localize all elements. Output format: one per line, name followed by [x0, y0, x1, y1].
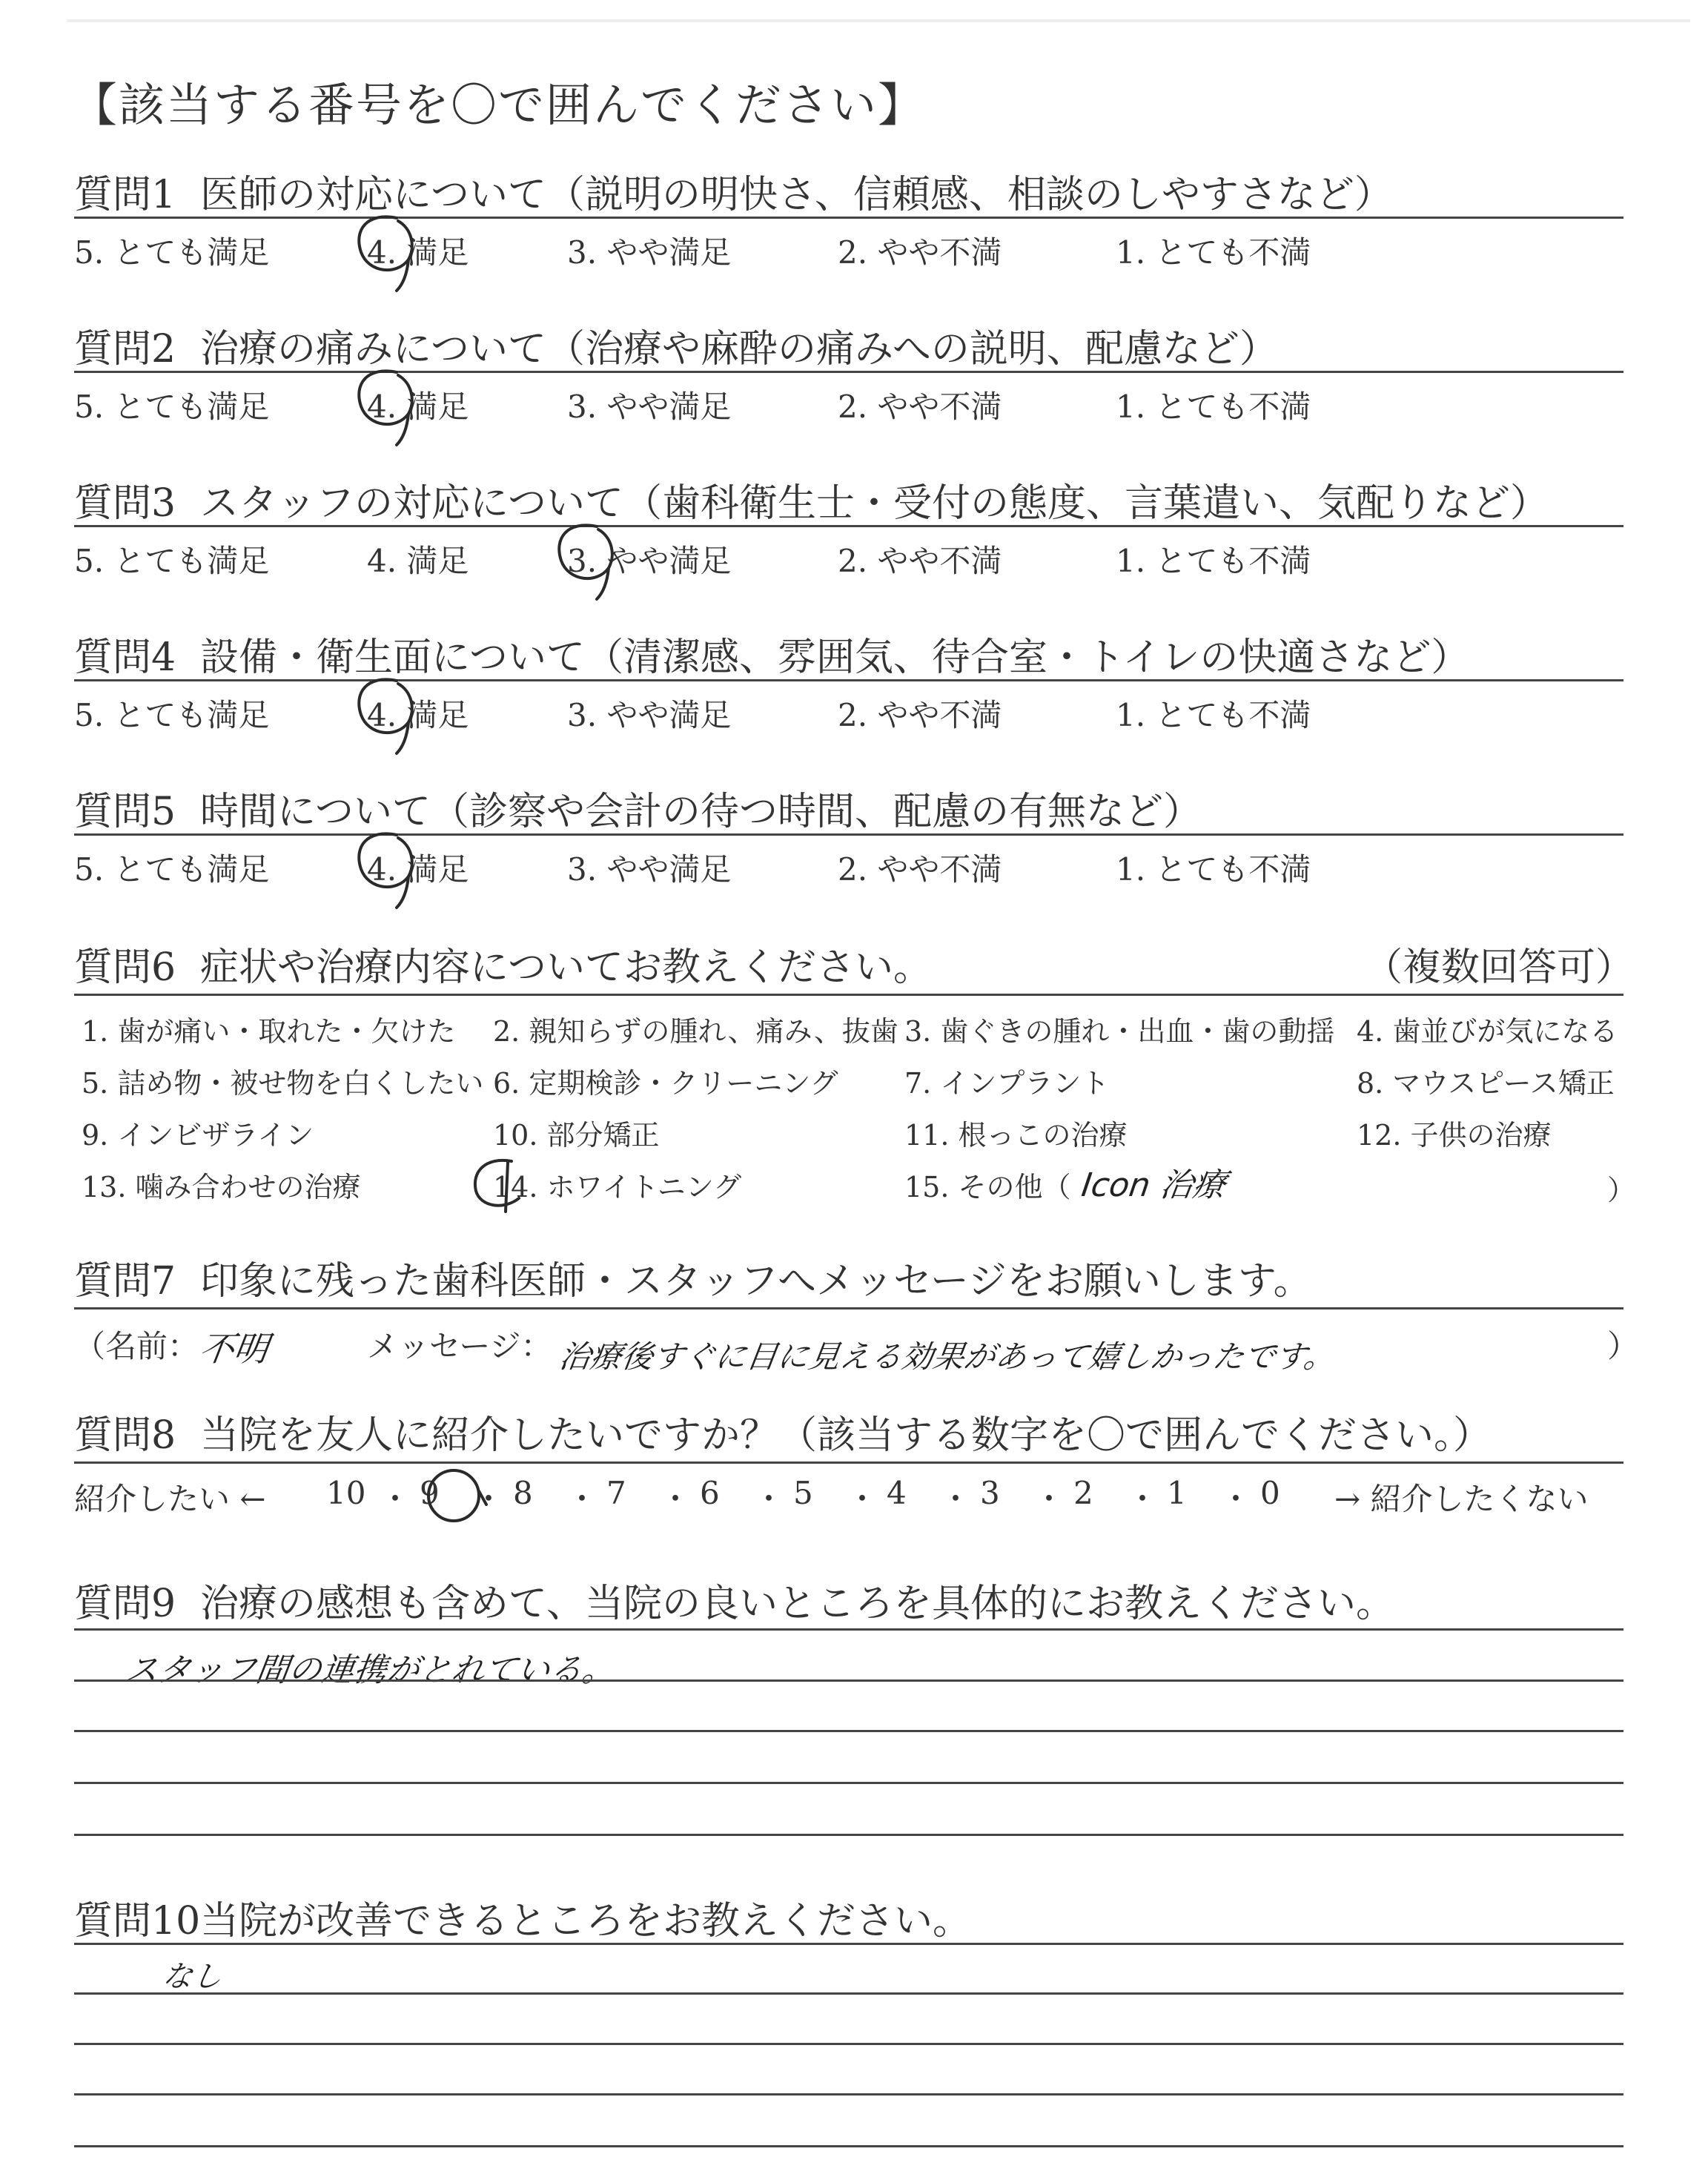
- question-text: 治療の痛みについて（治療や麻酔の痛みへの説明、配慮など）: [200, 327, 1278, 371]
- rating-option[interactable]: 1. とても不満: [1116, 389, 1311, 425]
- question-rule: [74, 679, 1623, 681]
- scale-number[interactable]: 8: [513, 1475, 533, 1511]
- rating-option[interactable]: 2. やや不満: [838, 543, 1002, 579]
- rating-option[interactable]: 3. やや満足: [567, 543, 732, 579]
- symptom-option[interactable]: 1. 歯が痛い・取れた・欠けた: [82, 1015, 456, 1048]
- scale-number[interactable]: 9: [420, 1475, 440, 1511]
- answer-line: [74, 1782, 1623, 1784]
- answer-line: [74, 1943, 1623, 1945]
- symptom-option[interactable]: 5. 詰め物・被せ物を白くしたい: [82, 1067, 484, 1100]
- question-3-header: [74, 472, 1549, 527]
- other-answer[interactable]: Icon 治療: [1079, 1166, 1228, 1204]
- rating-option[interactable]: 2. やや不満: [838, 389, 1002, 425]
- symptom-option[interactable]: 3. 歯ぐきの腫れ・出血・歯の動揺: [904, 1015, 1335, 1048]
- symptom-option[interactable]: 9. インビザライン: [82, 1119, 314, 1152]
- scale-number[interactable]: 1: [1167, 1475, 1187, 1511]
- symptom-option[interactable]: 8. マウスピース矯正: [1357, 1067, 1615, 1100]
- question-text: 設備・衛生面について（清潔感、雰囲気、待合室・トイレの快適さなど）: [200, 635, 1470, 680]
- symptom-option[interactable]: 11. 根っこの治療: [904, 1119, 1128, 1152]
- question-text: 症状や治療内容についてお教えください。: [200, 945, 932, 990]
- other-close-paren: ）: [1607, 1174, 1636, 1206]
- scale-separator: ・: [473, 1481, 505, 1517]
- rating-option[interactable]: 4. 満足: [367, 851, 469, 888]
- question-number: 質問2: [74, 327, 176, 371]
- question-text: 医師の対応について（説明の明快さ、信頼感、相談のしやすさなど）: [200, 173, 1393, 217]
- message-close-paren: ）: [1607, 1328, 1639, 1364]
- question-text: 当院を友人に紹介したいですか？（該当する数字を〇で囲んでください。）: [200, 1413, 1492, 1458]
- symptom-option[interactable]: 12. 子供の治療: [1357, 1119, 1552, 1152]
- rating-option[interactable]: 5. とても満足: [74, 234, 270, 271]
- question-text: 時間について（診察や会計の待つ時間、配慮の有無など）: [200, 790, 1202, 834]
- message-value[interactable]: 治療後すぐに目に見える効果があって嬉しかったです。: [557, 1338, 1338, 1375]
- rating-option[interactable]: 2. やや不満: [838, 697, 1002, 733]
- question-1-header: [74, 163, 1393, 219]
- question-number: 質問5: [74, 790, 176, 834]
- page-title: 【該当する番号を〇で囲んでください】: [71, 78, 926, 132]
- name-label: （名前：: [74, 1328, 199, 1364]
- question-7-header: [74, 1249, 1312, 1305]
- name-value[interactable]: 不明: [196, 1329, 271, 1369]
- scale-number[interactable]: 0: [1260, 1475, 1280, 1511]
- question-text: 当院が改善できるところをお教えください。: [200, 1899, 972, 1943]
- scale-number[interactable]: 6: [700, 1475, 720, 1511]
- rating-option[interactable]: 1. とても不満: [1116, 697, 1311, 733]
- answer-line: [74, 1992, 1623, 1995]
- question-6-header: [74, 936, 932, 991]
- good-points-answer[interactable]: スタッフ間の連携がとれている。: [122, 1651, 618, 1689]
- question-5-header: [74, 780, 1202, 836]
- top-border: [67, 19, 1690, 22]
- rating-option[interactable]: 1. とても不満: [1116, 543, 1311, 579]
- answer-line: [74, 1680, 1623, 1682]
- scale-separator: ・: [660, 1481, 692, 1517]
- question-number: 質問7: [74, 1259, 176, 1304]
- symptom-option[interactable]: 4. 歯並びが気になる: [1357, 1015, 1618, 1048]
- answer-line: [74, 1628, 1623, 1631]
- question-number: 質問3: [74, 481, 176, 526]
- question-8-header: [74, 1404, 1492, 1459]
- symptom-option[interactable]: 10. 部分矯正: [493, 1119, 660, 1152]
- scale-right-label: → 紹介したくない: [1334, 1481, 1589, 1517]
- rating-option[interactable]: 5. とても満足: [74, 697, 270, 733]
- question-rule: [74, 525, 1623, 527]
- rating-option[interactable]: 5. とても満足: [74, 543, 270, 579]
- rating-option[interactable]: 5. とても満足: [74, 389, 270, 425]
- answer-line: [74, 1730, 1623, 1732]
- question-number: 質問6: [74, 945, 176, 990]
- question-rule: [74, 1462, 1623, 1464]
- scale-separator: ・: [753, 1481, 785, 1517]
- question-9-header: [74, 1572, 1394, 1628]
- question-rule: [74, 217, 1623, 219]
- question-rule: [74, 1307, 1623, 1309]
- multiple-answer-note: （複数回答可）: [1364, 945, 1635, 990]
- question-2-header: [74, 317, 1278, 373]
- question-number: 質問8: [74, 1413, 176, 1458]
- scale-separator: ・: [1033, 1481, 1065, 1517]
- rating-option[interactable]: 1. とても不満: [1116, 234, 1311, 271]
- answer-line: [74, 1834, 1623, 1836]
- answer-line: [74, 2145, 1623, 2147]
- rating-option[interactable]: 2. やや不満: [838, 851, 1002, 888]
- rating-option[interactable]: 5. とても満足: [74, 851, 270, 888]
- symptom-option[interactable]: 13. 噛み合わせの治療: [82, 1171, 361, 1203]
- symptom-option[interactable]: 15. その他（: [904, 1171, 1071, 1203]
- scale-separator: ・: [380, 1481, 411, 1517]
- symptom-option[interactable]: 2. 親知らずの腫れ、痛み、抜歯: [493, 1015, 898, 1048]
- scale-separator: ・: [1220, 1481, 1252, 1517]
- scale-number[interactable]: 10: [326, 1475, 366, 1511]
- scale-number[interactable]: 5: [793, 1475, 813, 1511]
- question-text: 印象に残った歯科医師・スタッフへメッセージをお願いします。: [200, 1259, 1312, 1304]
- question-text: 治療の感想も含めて、当院の良いところを具体的にお教えください。: [200, 1582, 1394, 1626]
- scale-separator: ・: [566, 1481, 598, 1517]
- rating-option[interactable]: 4. 満足: [367, 234, 469, 271]
- rating-option[interactable]: 3. やや満足: [567, 851, 732, 888]
- rating-option[interactable]: 3. やや満足: [567, 697, 732, 733]
- rating-option[interactable]: 1. とても不満: [1116, 851, 1311, 888]
- symptom-option[interactable]: 14. ホワイトニング: [493, 1171, 742, 1203]
- scale-number[interactable]: 2: [1073, 1475, 1093, 1511]
- rating-option[interactable]: 4. 満足: [367, 697, 469, 733]
- question-number: 質問10: [74, 1899, 201, 1943]
- rating-option[interactable]: 3. やや満足: [567, 234, 732, 271]
- question-number: 質問1: [74, 173, 176, 217]
- question-10-header: [74, 1889, 971, 1945]
- question-4-header: [74, 626, 1469, 681]
- question-text: スタッフの対応について（歯科衛生士・受付の態度、言葉遣い、気配りなど）: [200, 481, 1549, 526]
- answer-line: [74, 2043, 1623, 2045]
- scale-left-label: 紹介したい ←: [74, 1481, 266, 1517]
- answer-line: [74, 2093, 1623, 2095]
- scale-number[interactable]: 3: [980, 1475, 1000, 1511]
- improvement-answer[interactable]: なし: [160, 1960, 225, 1994]
- rating-option[interactable]: 2. やや不満: [838, 234, 1002, 271]
- question-rule: [74, 371, 1623, 373]
- rating-option[interactable]: 4. 満足: [367, 543, 469, 579]
- scale-number[interactable]: 7: [606, 1475, 626, 1511]
- question-rule: [74, 994, 1623, 996]
- question-number: 質問9: [74, 1582, 176, 1626]
- symptom-option[interactable]: 7. インプラント: [904, 1067, 1110, 1100]
- symptom-option[interactable]: 6. 定期検診・クリーニング: [493, 1067, 838, 1100]
- scale-number[interactable]: 4: [887, 1475, 907, 1511]
- scale-separator: ・: [940, 1481, 972, 1517]
- rating-option[interactable]: 4. 満足: [367, 389, 469, 425]
- message-label: メッセージ：: [367, 1328, 552, 1364]
- question-number: 質問4: [74, 635, 176, 680]
- rating-option[interactable]: 3. やや満足: [567, 389, 732, 425]
- scale-separator: ・: [1127, 1481, 1159, 1517]
- question-rule: [74, 833, 1623, 836]
- scale-separator: ・: [847, 1481, 878, 1517]
